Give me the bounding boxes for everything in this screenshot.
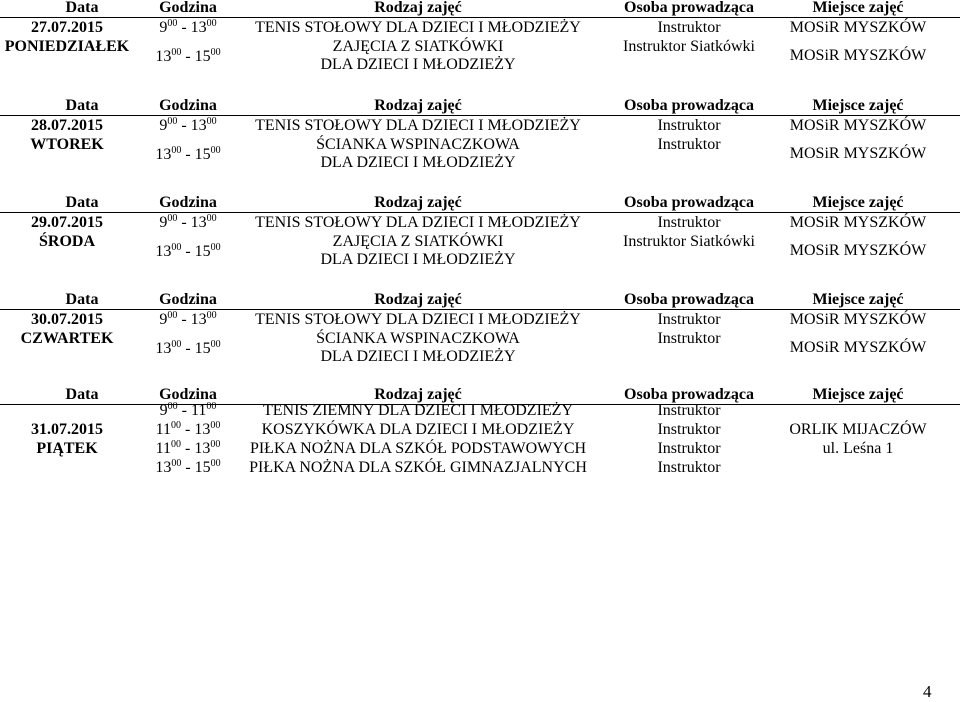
- leader-name: Instruktor: [657, 402, 721, 419]
- header-date: Data: [65, 194, 99, 211]
- weekday-value: CZWARTEK: [20, 330, 114, 347]
- activity-name: TENIS STOŁOWY DLA DZIECI I MŁODZIEŻY: [255, 214, 581, 231]
- activity-name: TENIS STOŁOWY DLA DZIECI I MŁODZIEŻY: [255, 311, 581, 328]
- activity-name: ŚCIANKA WSPINACZKOWA: [316, 330, 520, 347]
- time-range: $11^{00} - 13^{00}$: [155, 420, 221, 438]
- header-hours: Godzina: [159, 386, 217, 403]
- activity-name: ZAJĘCIA Z SIATKÓWKI: [332, 233, 504, 250]
- time-range: $13^{00} - 15^{00}$: [155, 242, 221, 260]
- time-range: $9^{00} - 13^{00}$: [159, 213, 217, 231]
- time-range: $13^{00} - 15^{00}$: [155, 339, 221, 357]
- header-leader: Osoba prowadząca: [624, 0, 754, 16]
- time-range: $9^{00} - 13^{00}$: [159, 310, 217, 328]
- activity-name: ŚCIANKA WSPINACZKOWA: [316, 136, 520, 153]
- header-hours: Godzina: [159, 0, 217, 16]
- header-activity: Rodzaj zajęć: [374, 0, 462, 16]
- activity-name: TENIS ZIEMNY DLA DZIECI I MŁODZIEŻY: [262, 402, 574, 419]
- table-header: [0, 289, 960, 310]
- date-value: 27.07.2015: [31, 19, 103, 36]
- header-divider: [0, 309, 960, 310]
- header-activity: Rodzaj zajęć: [374, 97, 462, 114]
- leader-name: Instruktor Siatkówki: [623, 38, 755, 55]
- time-range: $13^{00} - 15^{00}$: [155, 458, 221, 476]
- leader-name: Instruktor: [657, 311, 721, 328]
- place-name: ORLIK MIJACZÓW: [789, 421, 927, 438]
- header-activity: Rodzaj zajęć: [374, 291, 462, 308]
- leader-name: Instruktor: [657, 117, 721, 134]
- time-range: $13^{00} - 15^{00}$: [155, 47, 221, 65]
- header-place: Miejsce zajęć: [812, 194, 904, 211]
- activity-name: TENIS STOŁOWY DLA DZIECI I MŁODZIEŻY: [255, 19, 581, 36]
- place-name: MOSiR MYSZKÓW: [789, 19, 927, 36]
- activity-name-line2: DLA DZIECI I MŁODZIEŻY: [320, 348, 516, 365]
- place-name: MOSiR MYSZKÓW: [789, 214, 927, 231]
- time-range: $9^{00} - 11^{00}$: [159, 401, 217, 419]
- leader-name: Instruktor: [657, 19, 721, 36]
- weekday-value: ŚRODA: [38, 233, 96, 250]
- weekday-value: WTOREK: [30, 136, 104, 153]
- header-date: Data: [65, 291, 99, 308]
- leader-name: Instruktor: [657, 136, 721, 153]
- header-activity: Rodzaj zajęć: [374, 386, 462, 403]
- header-divider: [0, 212, 960, 213]
- table-header: [0, 95, 960, 116]
- leader-name: Instruktor: [657, 421, 721, 438]
- header-activity: Rodzaj zajęć: [374, 194, 462, 211]
- date-value: 31.07.2015: [31, 421, 103, 438]
- header-leader: Osoba prowadząca: [624, 291, 754, 308]
- weekday-value: PONIEDZIAŁEK: [4, 38, 130, 55]
- header-date: Data: [65, 97, 99, 114]
- time-range: $9^{00} - 13^{00}$: [159, 116, 217, 134]
- place-name: MOSiR MYSZKÓW: [789, 339, 927, 356]
- header-leader: Osoba prowadząca: [624, 386, 754, 403]
- header-leader: Osoba prowadząca: [624, 97, 754, 114]
- leader-name: Instruktor: [657, 459, 721, 476]
- place-name: MOSiR MYSZKÓW: [789, 47, 927, 64]
- activity-name: PIŁKA NOŻNA DLA SZKÓŁ PODSTAWOWYCH: [249, 440, 587, 457]
- activity-name: TENIS STOŁOWY DLA DZIECI I MŁODZIEŻY: [255, 117, 581, 134]
- header-leader: Osoba prowadząca: [624, 194, 754, 211]
- header-hours: Godzina: [159, 194, 217, 211]
- header-date: Data: [65, 386, 99, 403]
- header-divider: [0, 17, 960, 18]
- date-value: 30.07.2015: [31, 311, 103, 328]
- page-number: 4: [923, 682, 932, 701]
- activity-name-line2: DLA DZIECI I MŁODZIEŻY: [320, 154, 516, 171]
- time-range: $9^{00} - 13^{00}$: [159, 18, 217, 36]
- table-header: [0, 192, 960, 213]
- place-name: MOSiR MYSZKÓW: [789, 117, 927, 134]
- header-place: Miejsce zajęć: [812, 97, 904, 114]
- date-value: 28.07.2015: [31, 117, 103, 134]
- header-date: Data: [65, 0, 99, 16]
- leader-name: Instruktor: [657, 330, 721, 347]
- leader-name: Instruktor Siatkówki: [623, 233, 755, 250]
- time-range: $11^{00} - 13^{00}$: [155, 439, 221, 457]
- header-place: Miejsce zajęć: [812, 291, 904, 308]
- place-address: ul. Leśna 1: [822, 440, 894, 457]
- activity-name: KOSZYKÓWKA DLA DZIECI I MŁODZIEŻY: [261, 421, 575, 438]
- activity-name: ZAJĘCIA Z SIATKÓWKI: [332, 38, 504, 55]
- table-header: [0, 0, 960, 18]
- activity-name-line2: DLA DZIECI I MŁODZIEŻY: [320, 251, 516, 268]
- activity-name: PIŁKA NOŻNA DLA SZKÓŁ GIMNAZJALNYCH: [249, 459, 587, 476]
- time-range: $13^{00} - 15^{00}$: [155, 145, 221, 163]
- leader-name: Instruktor: [657, 214, 721, 231]
- place-name: MOSiR MYSZKÓW: [789, 311, 927, 328]
- header-hours: Godzina: [159, 97, 217, 114]
- header-place: Miejsce zajęć: [812, 0, 904, 16]
- place-name: MOSiR MYSZKÓW: [789, 242, 927, 259]
- leader-name: Instruktor: [657, 440, 721, 457]
- weekday-value: PIĄTEK: [36, 440, 98, 457]
- header-place: Miejsce zajęć: [812, 386, 904, 403]
- activity-name-line2: DLA DZIECI I MŁODZIEŻY: [320, 56, 516, 73]
- header-hours: Godzina: [159, 291, 217, 308]
- header-divider: [0, 115, 960, 116]
- place-name: MOSiR MYSZKÓW: [789, 145, 927, 162]
- date-value: 29.07.2015: [31, 214, 103, 231]
